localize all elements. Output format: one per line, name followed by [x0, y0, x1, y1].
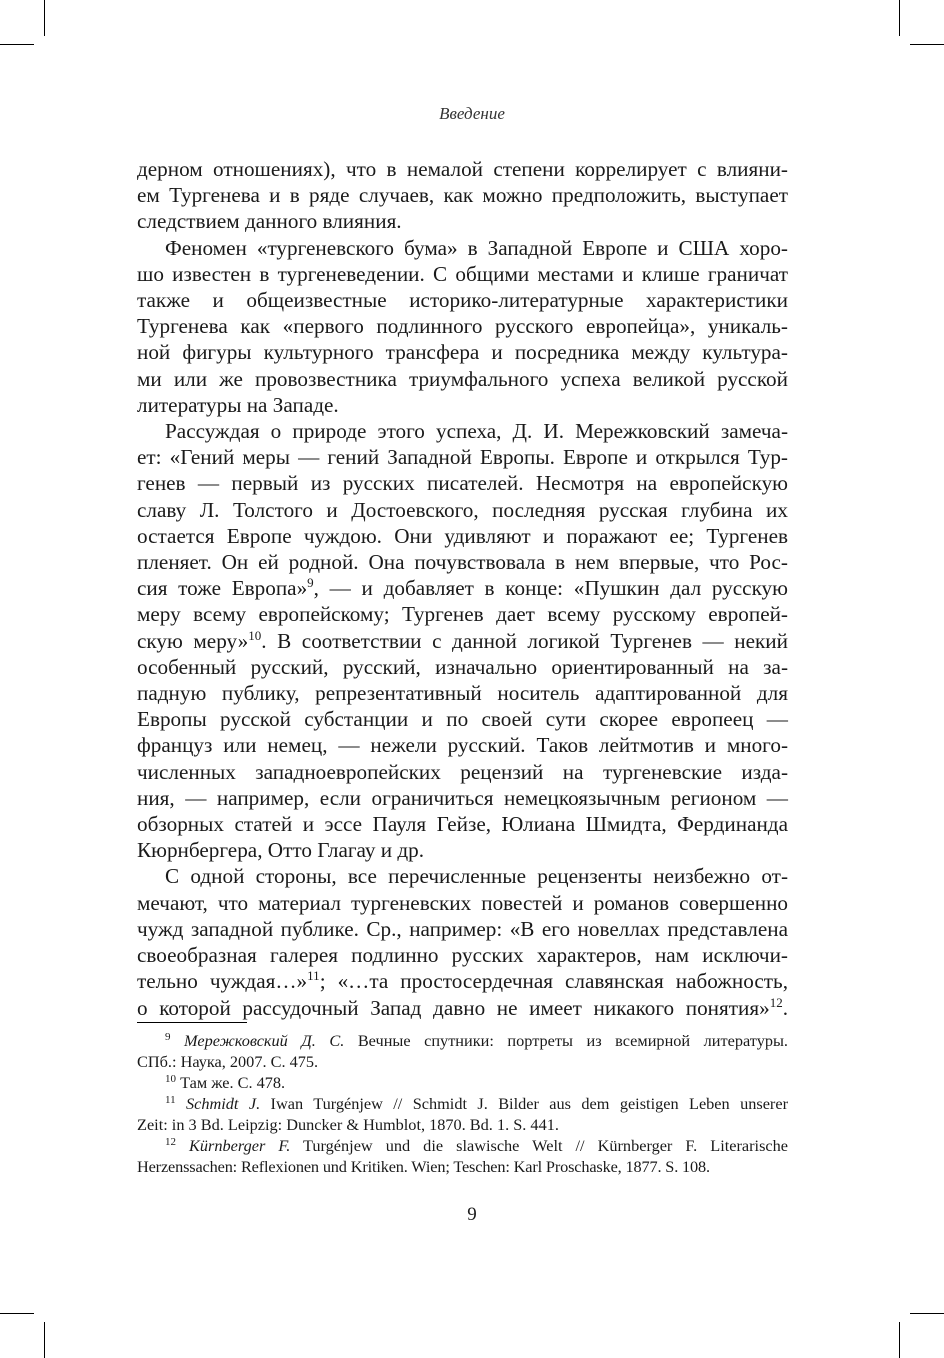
paragraph — [137, 863, 788, 1020]
text-line: мечают, что материал тургеневских повестей и романов совершенно — [137, 890, 788, 915]
footnote-text: Iwan Turgénjew // Schmidt J. Bilder aus dem geistigen Leben unserer — [260, 1094, 788, 1113]
text-line: дерном отношениях), что в немалой степени коррелирует с влияни- — [137, 157, 788, 181]
footnote — [137, 1093, 788, 1135]
text-fragment: . В соответствии с данной логикой Тургенев — некий — [261, 628, 788, 653]
text-line: генев — первый из русских писателей. Несмотря на европейскую — [137, 471, 788, 496]
crop-mark — [899, 0, 900, 36]
text-line: также и общеизвестные историко-литературные характеристики — [137, 288, 788, 313]
footnote-author: Schmidt J. — [186, 1094, 261, 1113]
crop-mark — [0, 1313, 34, 1314]
text-line: шо известен в тургеневедении. С общими местами и клише граничат — [137, 261, 788, 286]
crop-mark — [910, 44, 944, 45]
footnote-number: 9 — [165, 1031, 171, 1043]
footnote-line — [137, 1135, 788, 1156]
footnote-author: Мережковский Д. С. — [184, 1031, 345, 1050]
text-line: следствием данного влияния. — [137, 209, 402, 234]
footnote-ref[interactable]: 9 — [307, 575, 314, 591]
footnote-number: 12 — [165, 1136, 176, 1148]
running-header: Введение — [439, 104, 505, 123]
text-line: пленяет. Он ей родной. Она почувствовала в нем впервые, что Рос- — [137, 550, 788, 575]
footnote-ref[interactable]: 11 — [307, 968, 320, 984]
text-line: особенный русский, русский, изначально ориентированный на за- — [137, 654, 788, 679]
text-line: ной фигуры культурного трансфера и посредника между культура- — [137, 340, 788, 365]
text-line: чужд западной публике. Ср., например: «В его новеллах представлена — [137, 916, 788, 941]
footnote-line: СПб.: Наука, 2007. С. 475. — [137, 1052, 319, 1071]
crop-mark — [44, 1322, 45, 1358]
paragraph — [137, 418, 788, 863]
text-line: меру всему европейскому; Тургенев дает всему русскому европей- — [137, 602, 788, 627]
main-text — [137, 156, 788, 1021]
footnote — [137, 1072, 788, 1093]
footnote-ref[interactable]: 10 — [248, 627, 262, 643]
text-fragment: тельно чуждая…» — [137, 969, 308, 994]
text-line: Феномен «тургеневского бума» в Западной Европе и США хоро- — [165, 235, 788, 260]
paragraph — [137, 156, 788, 235]
text-line: падную публику, репрезентативный носитель адаптированной для — [137, 681, 788, 706]
footnote-text: Там же. С. 478. — [180, 1073, 286, 1092]
crop-mark — [899, 1322, 900, 1358]
text-fragment: скую меру» — [137, 628, 249, 653]
text-line: француз или немец, — нежели русский. Таков лейтмотив и много- — [137, 733, 788, 758]
footnote-number: 10 — [165, 1073, 176, 1085]
text-line: ет: «Гений меры — гений Западной Европы. Европе и открылся Тур- — [137, 445, 788, 470]
footnote-line — [137, 1093, 788, 1114]
text-line: своеобразная галерея подлинно русских характеров, нам исключи- — [137, 943, 788, 968]
paragraph — [137, 235, 788, 418]
footnote-ref[interactable]: 12 — [769, 994, 783, 1010]
page-number: 9 — [467, 1204, 477, 1225]
text-fragment: о которой рассудочный Запад давно не имеет никакого понятия» — [137, 995, 770, 1020]
text-line: Кюрнбергера, Отто Глагау и др. — [137, 838, 425, 863]
footnote-author: Kürnberger F. — [189, 1136, 291, 1155]
footnote-line: Herzenssachen: Reflexionen und Kritiken. Wien; Teschen: Karl Proschaske, 1877. S. 108. — [137, 1157, 710, 1176]
text-line: остается Европе чуждою. Они удивляют и поражают ее; Тургенев — [137, 523, 788, 548]
footnote-line — [137, 1072, 788, 1093]
footnote — [137, 1030, 788, 1072]
text-line: численных западноевропейских рецензий на тургеневские изда- — [137, 759, 788, 784]
crop-mark — [0, 44, 34, 45]
footnote-line: Zeit: in 3 Bd. Leipzig: Duncker & Humblot, 1870. Bd. 1. S. 441. — [137, 1115, 559, 1134]
text-line: литературы на Западе. — [137, 392, 339, 417]
text-line: ми или же провозвестника триумфального успеха великой русской — [137, 366, 788, 391]
text-fragment: ; «…та простосердечная славянская набожность, — [319, 969, 789, 994]
crop-mark — [44, 0, 45, 36]
footnote-text: Turgénjew und die slawische Welt // Kürnberger F. Literarische — [290, 1136, 788, 1155]
text-line: обзорных статей и эссе Пауля Гейзе, Юлиана Шмидта, Фердинанда — [137, 812, 788, 837]
text-line — [137, 995, 788, 1021]
text-line: Тургенева как «первого подлинного русского европейца», уникаль- — [137, 314, 788, 339]
text-fragment: . — [782, 995, 788, 1020]
text-line: ния, — например, если ограничиться немецкоязычным регионом — — [137, 785, 788, 810]
text-line: ем Тургенева и в ряде случаев, как можно предположить, выступает — [137, 183, 788, 208]
text-line: С одной стороны, все перечисленные рецензенты неизбежно от- — [165, 864, 788, 889]
text-line — [137, 968, 788, 994]
text-line: Европы русской субстанции и по своей сути скорее европеец — — [137, 707, 788, 732]
text-line — [137, 575, 788, 601]
footnote — [137, 1135, 788, 1177]
text-fragment: сия тоже Европа» — [137, 576, 308, 601]
footnote-separator — [137, 1022, 247, 1023]
text-line: славу Л. Толстого и Достоевского, последняя русская глубина их — [137, 497, 788, 522]
footnotes — [137, 1030, 788, 1177]
footnote-number: 11 — [165, 1094, 176, 1106]
text-line: Рассуждая о природе этого успеха, Д. И. Мережковский замеча- — [165, 419, 788, 444]
crop-mark — [910, 1313, 944, 1314]
text-line — [137, 628, 788, 654]
text-fragment: , — и добавляет в конце: «Пушкин дал русскую — [313, 576, 788, 601]
footnote-text: Вечные спутники: портреты из всемирной литературы. — [344, 1031, 788, 1050]
footnote-line — [137, 1030, 788, 1051]
